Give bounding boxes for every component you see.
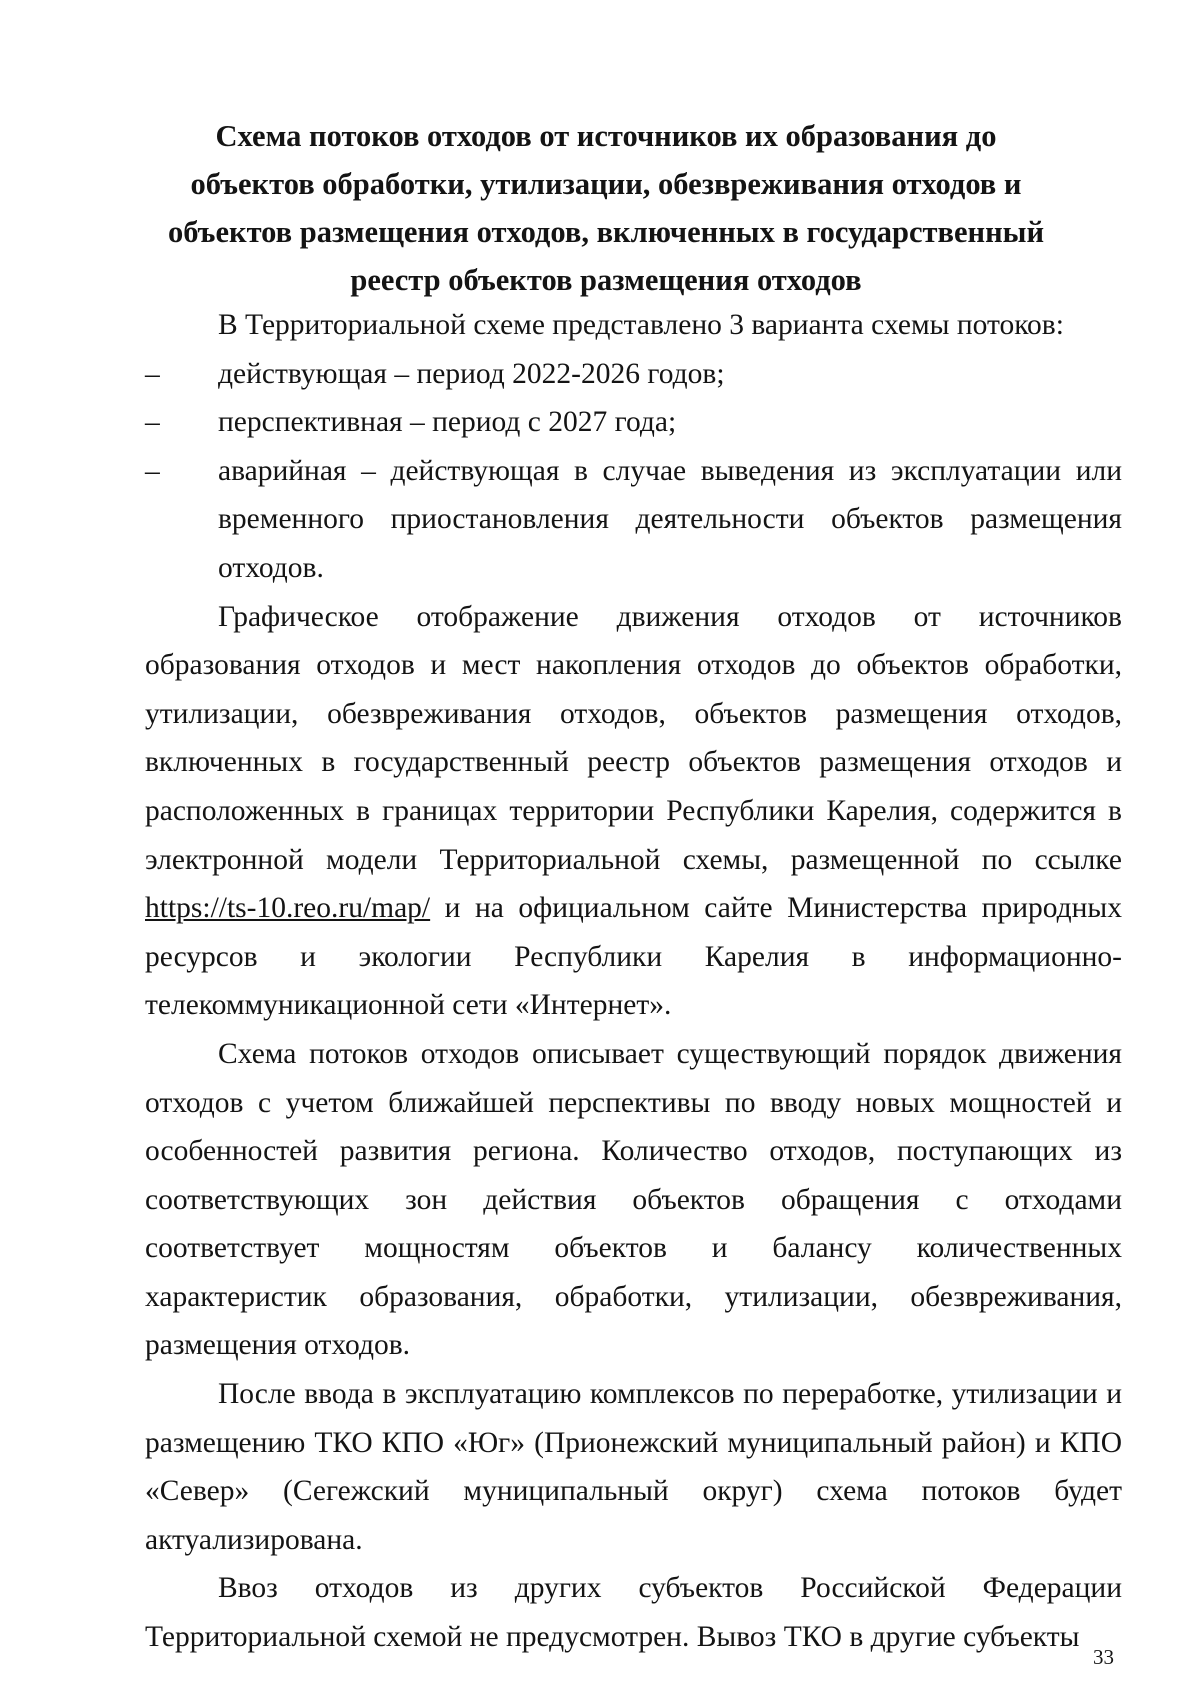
list-item-text: действующая – период 2022-2026 годов; (218, 357, 725, 390)
map-link[interactable]: https://ts-10.reo.ru/map/ (145, 892, 431, 925)
scheme-description-paragraph: Схема потоков отходов описывает существующий порядок движения отходов с учетом ближайшей перспективы по вводу новых мощностей и особенностей развития региона. Количество отходов, поступающих из соответствующих зон действия объектов обращения с отходами соответствует мощностям объектов и балансу количественных характеристик образования, обработки, утилизации, обезвреживания, размещения отходов. (145, 1037, 1122, 1362)
list-item (145, 398, 1122, 447)
document-body (145, 301, 1122, 1662)
list-dash: – (145, 454, 160, 487)
list-dash: – (145, 357, 160, 390)
document-title: Схема потоков отходов от источников их образования до объектов обработки, утилизации, обезвреживания отходов и объектов размещения отходов, включенных в государственный реестр объектов размещения отходов (167, 119, 1045, 297)
import-export-paragraph: Ввоз отходов из других субъектов Российской Федерации Территориальной схемой не предусмотрен. Вывоз ТКО в другие субъекты (145, 1572, 1122, 1654)
scheme-variants-list (145, 350, 1122, 593)
list-item-text: аварийная – действующая в случае выведения из эксплуатации или временного приостановления деятельности объектов размещения отходов. (218, 454, 1122, 584)
page-number: 33 (1093, 1645, 1114, 1669)
list-item-text: перспективная – период с 2027 года; (218, 406, 677, 439)
graphic-text-before-link: Графическое отображение движения отходов от источников образования отходов и мест накопления отходов до объектов обработки, утилизации, обезвреживания отходов, объектов размещения отходов, включенных в государственный реестр объектов размещения отходов и расположенных в границах территории Республики Карелия, содержится в электронной модели Территориальной схемы, размещенной по ссылке (145, 600, 1122, 876)
intro-paragraph: В Территориальной схеме представлено 3 варианта схемы потоков: (218, 309, 1064, 341)
graphic-text-after-link: и на официальном сайте Министерства природных ресурсов и экологии Республики Карелия в информационно-телекоммуникационной сети «Интернет». (145, 892, 1122, 1022)
actualization-paragraph: После ввода в эксплуатацию комплексов по переработке, утилизации и размещению ТКО КПО «Юг» (Прионежский муниципальный район) и КПО «Север» (Сегежский муниципальный округ) схема потоков будет актуализирована. (145, 1378, 1122, 1556)
list-dash: – (145, 406, 160, 439)
list-item (145, 447, 1122, 593)
graphic-model-paragraph (145, 593, 1122, 1030)
list-item (145, 350, 1122, 399)
